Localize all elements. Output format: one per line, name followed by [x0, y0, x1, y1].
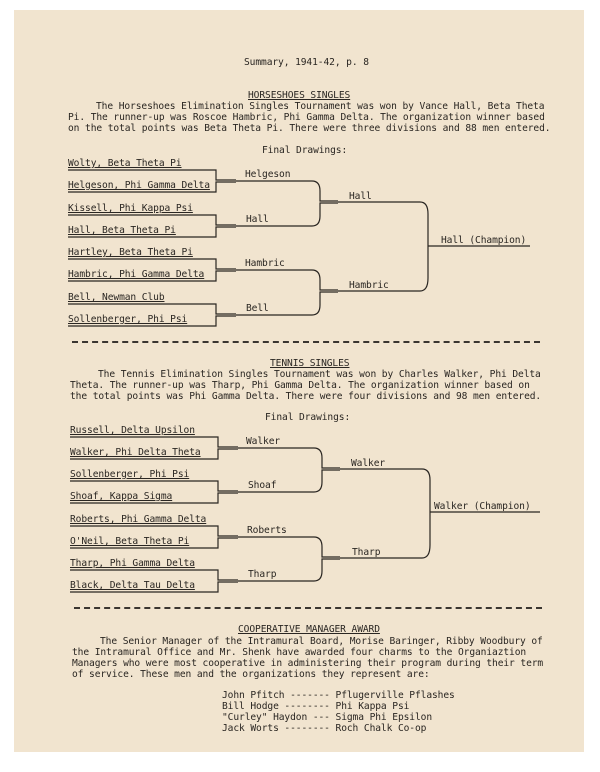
horseshoes-title: HORSESHOES SINGLES — [248, 90, 351, 101]
page-header: Summary, 1941-42, p. 8 — [244, 57, 369, 68]
horseshoes-r1-entry-1: Wolty, Beta Theta Pi — [68, 158, 182, 169]
tennis-final-drawings-label: Final Drawings: — [265, 412, 351, 423]
tennis-r1-entry-3: Sollenberger, Phi Psi — [70, 469, 190, 480]
tennis-r1-entry-7: Tharp, Phi Gamma Delta — [70, 558, 195, 569]
tennis-r1-entry-4: Shoaf, Kappa Sigma — [70, 491, 173, 502]
tennis-r1-entry-8: Black, Delta Tau Delta — [70, 580, 195, 591]
horseshoes-r1-entry-3: Kissell, Phi Kappa Psi — [68, 203, 193, 214]
horseshoes-r3-winner-2: Hambric — [349, 280, 389, 291]
horseshoes-r1-entry-4: Hall, Beta Theta Pi — [68, 225, 176, 236]
tennis-r3-winner-2: Tharp — [352, 547, 381, 558]
horseshoes-r2-winner-4: Bell — [246, 303, 269, 314]
horseshoes-paragraph-line-1: The Horseshoes Elimination Singles Tournament was won by Vance Hall, Beta Theta — [96, 101, 545, 112]
tennis-paragraph-line-1: The Tennis Elimination Singles Tournament was won by Charles Walker, Phi Delta — [98, 369, 541, 380]
cooperative-paragraph-line-3: Managers who were most cooperative in administering their program during their term — [72, 658, 544, 669]
tennis-r2-winner-4: Tharp — [248, 569, 277, 580]
tennis-champion: Walker (Champion) — [434, 501, 531, 512]
horseshoes-r2-winner-2: Hall — [246, 214, 269, 225]
horseshoes-r2-winner-3: Hambric — [245, 258, 285, 269]
horseshoes-paragraph-line-3: on the total points was Beta Theta Pi. There were three divisions and 88 men entered. — [68, 123, 551, 134]
awardee-row-4: Jack Worts -------- Roch Chalk Co-op — [222, 723, 427, 734]
horseshoes-paragraph-line-2: Pi. The runner-up was Roscoe Hambric, Phi Gamma Delta. The organization winner based — [68, 112, 545, 123]
tennis-paragraph-line-3: the total points was Phi Gamma Delta. There were four divisions and 98 men entered. — [70, 391, 542, 402]
horseshoes-final-drawings-label: Final Drawings: — [262, 145, 348, 156]
horseshoes-r1-entry-2: Helgeson, Phi Gamma Delta — [68, 180, 210, 191]
section-divider-2 — [74, 607, 542, 609]
horseshoes-champion: Hall (Champion) — [441, 235, 527, 246]
horseshoes-r1-entry-8: Sollenberger, Phi Psi — [68, 314, 188, 325]
tennis-r1-entry-6: O'Neil, Beta Theta Pi — [70, 536, 190, 547]
tennis-paragraph-line-2: Theta. The runner-up was Tharp, Phi Gamma Delta. The organization winner based on — [70, 380, 530, 391]
tennis-r3-winner-1: Walker — [351, 458, 386, 469]
horseshoes-r2-winner-1: Helgeson — [245, 169, 291, 180]
cooperative-paragraph-line-4: of service. These men and the organizations they represent are: — [72, 669, 430, 680]
tennis-r1-entry-5: Roberts, Phi Gamma Delta — [70, 514, 207, 525]
tennis-title: TENNIS SINGLES — [270, 358, 350, 369]
horseshoes-r1-entry-5: Hartley, Beta Theta Pi — [68, 247, 193, 258]
horseshoes-r3-winner-1: Hall — [349, 191, 372, 202]
horseshoes-r1-entry-7: Bell, Newman Club — [68, 292, 165, 303]
tennis-r2-winner-2: Shoaf — [248, 480, 277, 491]
tennis-r2-winner-3: Roberts — [247, 525, 287, 536]
tennis-r1-entry-2: Walker, Phi Delta Theta — [70, 447, 201, 458]
tennis-r1-entry-1: Russell, Delta Upsilon — [70, 425, 195, 436]
cooperative-paragraph-line-2: the Intramural Office and Mr. Shenk have awarded four charms to the Organiaztion — [72, 647, 527, 658]
tennis-r2-winner-1: Walker — [246, 436, 281, 447]
horseshoes-r1-entry-6: Hambric, Phi Gamma Delta — [68, 269, 205, 280]
cooperative-title: COOPERATIVE MANAGER AWARD — [238, 624, 380, 635]
awardee-row-1: John Pfitch ------- Pflugerville Pflashes — [222, 690, 455, 701]
awardee-row-3: "Curley" Haydon --- Sigma Phi Epsilon — [222, 712, 433, 723]
cooperative-paragraph-line-1: The Senior Manager of the Intramural Board, Morise Baringer, Ribby Woodbury of — [100, 636, 543, 647]
awardee-row-2: Bill Hodge -------- Phi Kappa Psi — [222, 701, 410, 712]
